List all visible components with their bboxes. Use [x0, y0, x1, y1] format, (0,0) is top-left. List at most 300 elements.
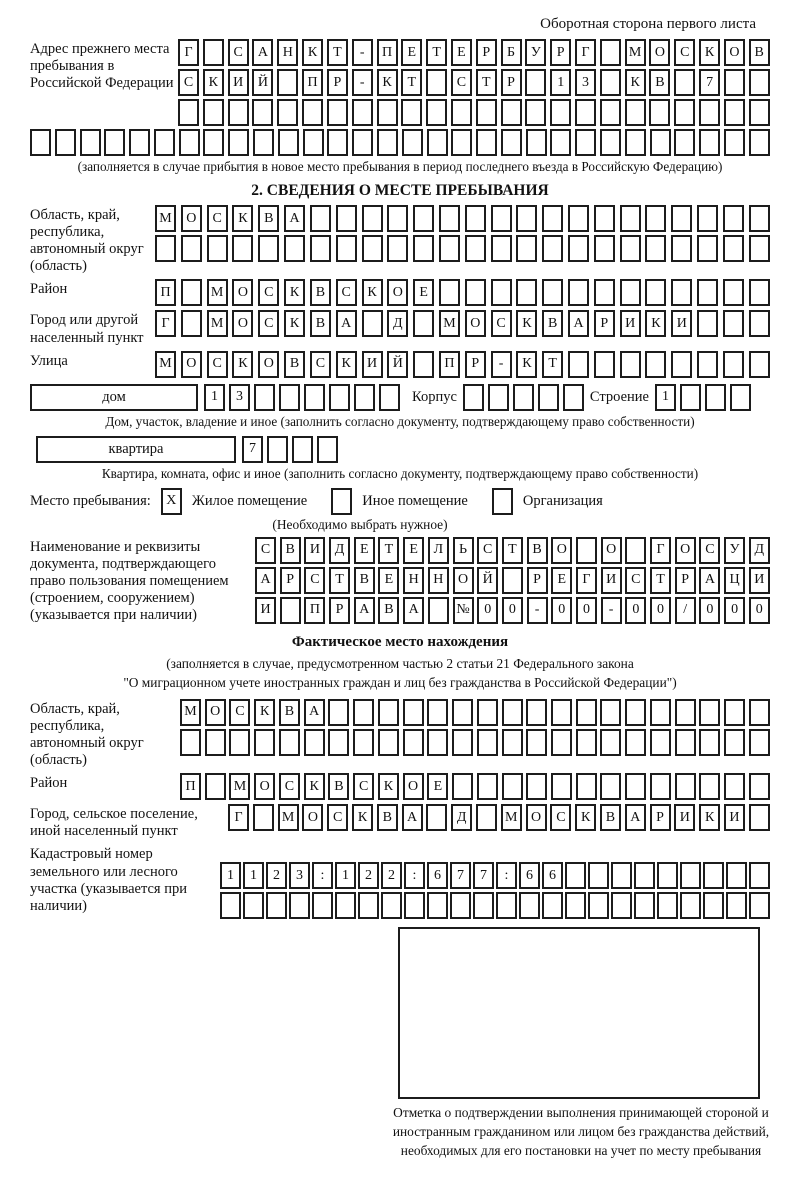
char-cell — [575, 99, 596, 126]
char-cell — [491, 279, 512, 306]
prev-address-caption: (заполняется в случае прибытия в новое место пребывания в период последнего въезда в Российскую Федерацию) — [77, 159, 723, 174]
char-cell: О — [232, 279, 253, 306]
char-cell — [378, 729, 399, 756]
char-cell: Р — [501, 69, 522, 96]
char-cell — [565, 892, 586, 919]
char-cell: В — [649, 69, 670, 96]
city-block — [30, 310, 770, 346]
char-cell: О — [465, 310, 486, 337]
char-cell: 7 — [450, 862, 471, 889]
char-cell — [254, 729, 275, 756]
char-cell — [749, 129, 770, 156]
char-cell: О — [601, 537, 622, 564]
char-cell: К — [699, 804, 720, 831]
char-cell: : — [496, 862, 517, 889]
char-cell: С — [178, 69, 199, 96]
district-block — [30, 279, 770, 306]
char-cell — [697, 310, 718, 337]
char-cell — [253, 804, 274, 831]
char-cell: - — [601, 597, 622, 624]
char-cell — [80, 129, 101, 156]
region-label: Область, край, республика, автономный округ (область) — [30, 207, 144, 275]
char-cell: 7 — [473, 862, 494, 889]
char-cell — [413, 205, 434, 232]
char-cell — [674, 129, 695, 156]
char-cell: В — [527, 537, 548, 564]
prev-address-row-2 — [178, 69, 770, 96]
prev-address-block — [30, 39, 770, 126]
char-cell — [496, 892, 517, 919]
city-label: Город или другой населенный пункт — [30, 312, 144, 346]
char-cell: К — [203, 69, 224, 96]
char-cell: К — [304, 773, 325, 800]
char-cell — [697, 351, 718, 378]
char-cell: К — [284, 310, 305, 337]
char-cell: - — [352, 39, 373, 66]
char-cell: 3 — [575, 69, 596, 96]
char-cell: Т — [650, 567, 671, 594]
prev-address-label: Адрес прежнего места пребывания в Российской Федерации — [30, 41, 174, 92]
char-cell — [502, 729, 523, 756]
char-cell — [252, 99, 273, 126]
char-cell — [749, 862, 770, 889]
stay-type-checkbox-organization — [492, 488, 513, 515]
char-cell — [749, 892, 770, 919]
char-cell — [594, 279, 615, 306]
stay-type-option-residential: Жилое помещение — [191, 492, 308, 509]
char-cell — [277, 69, 298, 96]
char-cell: 1 — [550, 69, 571, 96]
char-cell — [488, 384, 509, 411]
char-cell — [452, 729, 473, 756]
char-cell: Д — [387, 310, 408, 337]
char-cell — [362, 205, 383, 232]
char-cell: Т — [329, 567, 350, 594]
char-cell — [229, 729, 250, 756]
char-cell — [180, 729, 201, 756]
stay-type-checkbox-other — [331, 488, 352, 515]
actual-region-block — [30, 699, 770, 769]
char-cell: В — [310, 310, 331, 337]
char-cell: Р — [527, 567, 548, 594]
char-cell: Р — [476, 39, 497, 66]
registration-mark-box — [398, 927, 760, 1099]
char-cell — [723, 310, 744, 337]
actual-region-row-1 — [180, 699, 770, 726]
char-cell: О — [181, 351, 202, 378]
char-cell: Г — [155, 310, 176, 337]
char-cell — [526, 773, 547, 800]
char-cell — [611, 862, 632, 889]
char-cell — [358, 892, 379, 919]
char-cell — [703, 862, 724, 889]
char-cell: - — [491, 351, 512, 378]
char-cell: А — [255, 567, 276, 594]
char-cell — [568, 235, 589, 262]
char-cell — [55, 129, 76, 156]
char-cell — [336, 205, 357, 232]
char-cell: И — [674, 804, 695, 831]
char-cell: Т — [476, 69, 497, 96]
char-cell — [451, 129, 472, 156]
char-cell — [657, 862, 678, 889]
char-cell — [680, 384, 701, 411]
char-cell — [428, 597, 449, 624]
char-cell — [749, 773, 770, 800]
char-cell — [279, 729, 300, 756]
char-cell: Р — [550, 39, 571, 66]
char-cell — [724, 99, 745, 126]
prev-address-row-4 — [30, 129, 770, 156]
char-cell: : — [404, 862, 425, 889]
char-cell: Е — [378, 567, 399, 594]
char-cell: 7 — [699, 69, 720, 96]
char-cell — [650, 773, 671, 800]
stay-type-option-other: Иное помещение — [362, 492, 468, 509]
char-cell: В — [310, 279, 331, 306]
char-cell — [452, 699, 473, 726]
char-cell — [726, 862, 747, 889]
char-cell: О — [403, 773, 424, 800]
actual-location-title: Фактическое место нахождения — [291, 634, 509, 651]
char-cell — [413, 351, 434, 378]
document-block — [30, 537, 770, 625]
char-cell — [266, 892, 287, 919]
char-cell: С — [207, 351, 228, 378]
char-cell: 1 — [204, 384, 225, 411]
char-cell: О — [302, 804, 323, 831]
char-cell: Е — [413, 279, 434, 306]
house-number-cells — [204, 384, 400, 411]
char-cell: К — [625, 69, 646, 96]
char-cell — [565, 862, 586, 889]
char-cell: Р — [594, 310, 615, 337]
char-cell — [181, 279, 202, 306]
char-cell: Д — [451, 804, 472, 831]
char-cell — [403, 729, 424, 756]
char-cell — [492, 488, 513, 515]
char-cell — [381, 892, 402, 919]
char-cell — [749, 699, 770, 726]
char-cell — [588, 862, 609, 889]
char-cell — [203, 99, 224, 126]
char-cell — [588, 892, 609, 919]
char-cell — [600, 129, 621, 156]
char-cell: В — [258, 205, 279, 232]
apartment-caption: Квартира, комната, офис и иное (заполнить согласно документу, подтверждающему право собственности) — [101, 465, 699, 481]
char-cell: - — [527, 597, 548, 624]
stay-type-checkbox-residential — [161, 488, 182, 515]
char-cell — [450, 892, 471, 919]
char-cell — [600, 39, 621, 66]
char-cell — [625, 699, 646, 726]
char-cell — [155, 235, 176, 262]
char-cell: С — [304, 567, 325, 594]
char-cell: И — [255, 597, 276, 624]
char-cell — [674, 69, 695, 96]
prev-address-row-1 — [178, 39, 770, 66]
char-cell — [724, 729, 745, 756]
char-cell: О — [551, 537, 572, 564]
char-cell — [327, 99, 348, 126]
char-cell: Р — [465, 351, 486, 378]
actual-location-note-2: "О миграционном учете иностранных граждан и лиц без гражданства в Российской Федерации") — [123, 674, 677, 690]
char-cell: В — [279, 699, 300, 726]
char-cell — [304, 384, 325, 411]
char-cell: У — [724, 537, 745, 564]
char-cell: К — [232, 205, 253, 232]
char-cell: С — [336, 279, 357, 306]
char-cell: К — [699, 39, 720, 66]
char-cell: О — [675, 537, 696, 564]
char-cell — [427, 892, 448, 919]
char-cell — [501, 99, 522, 126]
prev-address-row-3 — [178, 99, 770, 126]
street-row — [155, 351, 770, 378]
document-row-3 — [255, 597, 770, 624]
apartment-box-label: квартира — [36, 436, 236, 463]
char-cell: 0 — [749, 597, 770, 624]
char-cell — [205, 773, 226, 800]
page-side-note: Оборотная сторона первого листа — [540, 16, 756, 32]
char-cell — [426, 804, 447, 831]
char-cell — [378, 699, 399, 726]
char-cell — [328, 729, 349, 756]
char-cell: С — [228, 39, 249, 66]
char-cell: О — [387, 279, 408, 306]
stay-type-label: Место пребывания: — [30, 492, 151, 509]
house-caption: Дом, участок, владение и иное (заполнить согласно документу, подтверждающему право собственности) — [105, 413, 695, 429]
char-cell: Г — [650, 537, 671, 564]
char-cell: С — [625, 567, 646, 594]
char-cell: Р — [280, 567, 301, 594]
char-cell: 0 — [477, 597, 498, 624]
char-cell — [501, 129, 522, 156]
char-cell — [336, 235, 357, 262]
char-cell: 0 — [502, 597, 523, 624]
actual-district-label: Район — [30, 775, 68, 792]
char-cell — [620, 351, 641, 378]
char-cell: М — [180, 699, 201, 726]
char-cell — [277, 99, 298, 126]
char-cell: О — [181, 205, 202, 232]
char-cell — [620, 279, 641, 306]
char-cell — [476, 99, 497, 126]
char-cell — [302, 99, 323, 126]
char-cell — [203, 39, 224, 66]
char-cell — [645, 235, 666, 262]
char-cell — [303, 129, 324, 156]
char-cell — [317, 436, 338, 463]
char-cell — [335, 892, 356, 919]
char-cell — [220, 892, 241, 919]
char-cell — [465, 205, 486, 232]
char-cell: М — [501, 804, 522, 831]
region-block — [30, 205, 770, 275]
char-cell: В — [600, 804, 621, 831]
char-cell — [413, 310, 434, 337]
char-cell: И — [228, 69, 249, 96]
char-cell: А — [252, 39, 273, 66]
char-cell — [600, 69, 621, 96]
char-cell — [476, 129, 497, 156]
char-cell: 1 — [220, 862, 241, 889]
char-cell — [726, 892, 747, 919]
char-cell: С — [327, 804, 348, 831]
char-cell: С — [258, 279, 279, 306]
char-cell: Е — [451, 39, 472, 66]
char-cell: К — [378, 773, 399, 800]
char-cell — [724, 129, 745, 156]
char-cell: Т — [426, 39, 447, 66]
char-cell: О — [205, 699, 226, 726]
char-cell: Т — [502, 537, 523, 564]
char-cell — [611, 892, 632, 919]
char-cell: Ь — [453, 537, 474, 564]
char-cell: № — [453, 597, 474, 624]
char-cell: 0 — [724, 597, 745, 624]
char-cell: О — [724, 39, 745, 66]
char-cell: Б — [501, 39, 522, 66]
char-cell — [650, 699, 671, 726]
char-cell — [243, 892, 264, 919]
char-cell: П — [155, 279, 176, 306]
char-cell — [600, 699, 621, 726]
char-cell — [697, 279, 718, 306]
house-row — [30, 384, 770, 411]
char-cell — [625, 99, 646, 126]
char-cell — [600, 773, 621, 800]
char-cell: В — [354, 567, 375, 594]
char-cell — [576, 729, 597, 756]
char-cell — [377, 129, 398, 156]
char-cell: С — [310, 351, 331, 378]
char-cell: А — [403, 597, 424, 624]
char-cell — [600, 729, 621, 756]
char-cell — [502, 567, 523, 594]
char-cell: Т — [542, 351, 563, 378]
char-cell: П — [304, 597, 325, 624]
stroenie-cells — [655, 384, 751, 411]
char-cell — [749, 804, 770, 831]
char-cell — [699, 773, 720, 800]
char-cell: К — [362, 279, 383, 306]
char-cell — [542, 892, 563, 919]
char-cell: К — [336, 351, 357, 378]
char-cell — [203, 129, 224, 156]
char-cell — [649, 99, 670, 126]
char-cell: Е — [401, 39, 422, 66]
char-cell — [387, 235, 408, 262]
actual-region-row-2 — [180, 729, 770, 756]
char-cell — [181, 235, 202, 262]
char-cell — [491, 235, 512, 262]
char-cell — [513, 384, 534, 411]
char-cell — [697, 235, 718, 262]
char-cell — [379, 384, 400, 411]
char-cell — [465, 235, 486, 262]
char-cell — [749, 99, 770, 126]
char-cell: А — [402, 804, 423, 831]
char-cell — [401, 99, 422, 126]
actual-district-block — [30, 773, 770, 800]
char-cell — [699, 729, 720, 756]
document-label: Наименование и реквизиты документа, подтверждающего право пользования помещением (строением, сооружением) (указывается при наличии) — [30, 538, 229, 624]
char-cell — [575, 129, 596, 156]
char-cell: К — [352, 804, 373, 831]
char-cell — [232, 235, 253, 262]
char-cell — [279, 384, 300, 411]
char-cell — [594, 235, 615, 262]
char-cell — [749, 279, 770, 306]
char-cell — [502, 773, 523, 800]
char-cell: О — [254, 773, 275, 800]
char-cell — [181, 310, 202, 337]
char-cell: Е — [403, 537, 424, 564]
char-cell — [723, 235, 744, 262]
char-cell — [228, 99, 249, 126]
house-box-label: дом — [30, 384, 198, 411]
char-cell: К — [377, 69, 398, 96]
char-cell: К — [232, 351, 253, 378]
char-cell: 2 — [266, 862, 287, 889]
char-cell: Р — [329, 597, 350, 624]
char-cell: К — [284, 279, 305, 306]
char-cell: И — [362, 351, 383, 378]
char-cell: 7 — [242, 436, 263, 463]
char-cell — [403, 699, 424, 726]
char-cell: 1 — [655, 384, 676, 411]
actual-location-note-1: (заполняется в случае, предусмотренном частью 2 статьи 21 Федерального закона — [166, 656, 634, 672]
char-cell: Г — [575, 39, 596, 66]
stay-type-row — [30, 488, 770, 515]
char-cell: В — [749, 39, 770, 66]
char-cell — [427, 129, 448, 156]
char-cell: И — [671, 310, 692, 337]
char-cell: К — [516, 310, 537, 337]
char-cell — [749, 235, 770, 262]
char-cell — [594, 351, 615, 378]
char-cell — [473, 892, 494, 919]
char-cell: Е — [427, 773, 448, 800]
char-cell — [657, 892, 678, 919]
char-cell: М — [229, 773, 250, 800]
char-cell: С — [451, 69, 472, 96]
actual-region-label: Область, край, республика, автономный округ (область) — [30, 700, 144, 769]
char-cell — [600, 99, 621, 126]
char-cell — [634, 892, 655, 919]
cadastral-label: Кадастровый номер земельного или лесного участка (указывается при наличии) — [30, 846, 187, 914]
char-cell — [576, 773, 597, 800]
char-cell: 0 — [576, 597, 597, 624]
char-cell — [502, 699, 523, 726]
char-cell — [491, 205, 512, 232]
char-cell: К — [645, 310, 666, 337]
char-cell: Р — [327, 69, 348, 96]
char-cell: 0 — [699, 597, 720, 624]
char-cell — [178, 99, 199, 126]
char-cell — [451, 99, 472, 126]
settlement-block — [30, 804, 770, 840]
char-cell — [671, 205, 692, 232]
char-cell: Г — [576, 567, 597, 594]
char-cell — [526, 129, 547, 156]
char-cell — [30, 129, 51, 156]
char-cell: А — [336, 310, 357, 337]
char-cell — [439, 279, 460, 306]
char-cell — [354, 384, 375, 411]
settlement-row — [228, 804, 770, 831]
